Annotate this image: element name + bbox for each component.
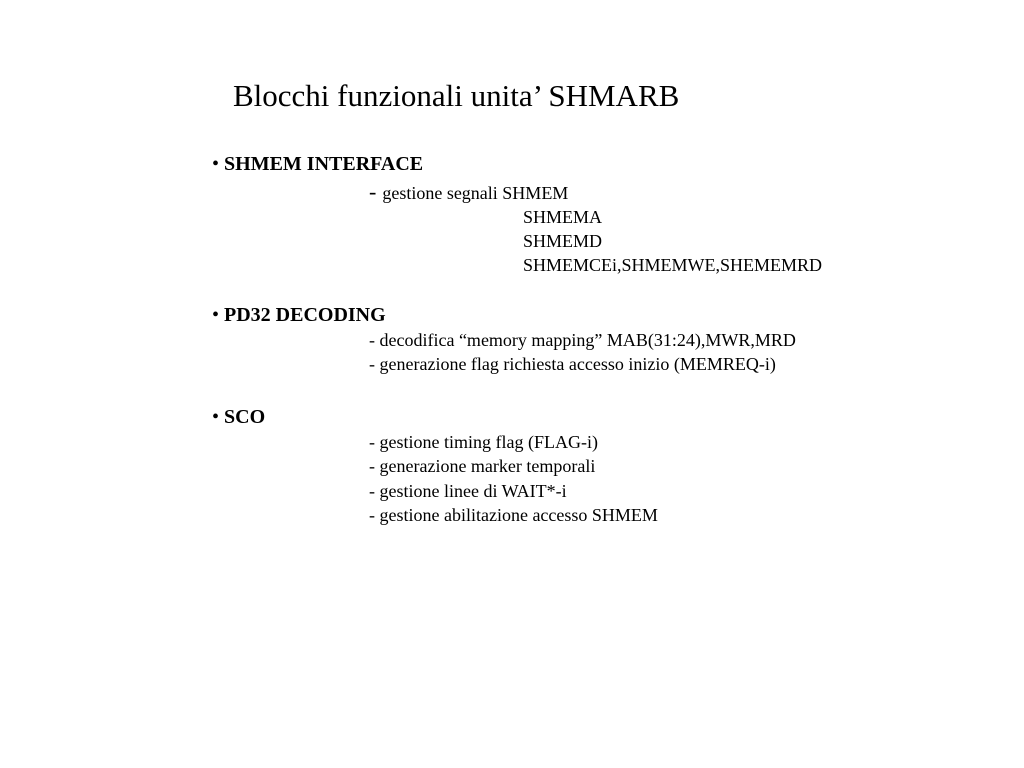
bullet-dot: •: [212, 406, 220, 428]
section-item: - decodifica “memory mapping” MAB(31:24),MWR,MRD: [369, 330, 796, 350]
section-item: [369, 180, 568, 205]
section-subitem: SHMEMA: [523, 207, 603, 227]
section-item: - gestione timing flag (FLAG-i): [369, 432, 598, 452]
slide-title: Blocchi funzionali unita’ SHMARB: [233, 78, 680, 113]
section-item: - gestione linee di WAIT*-i: [369, 481, 567, 501]
bullet-pd32-decoding: [212, 303, 386, 327]
section-heading: SHMEM INTERFACE: [224, 153, 424, 175]
section-heading: SCO: [224, 406, 266, 428]
bullet-dot: •: [212, 304, 220, 326]
item-text: gestione segnali SHMEM: [382, 183, 569, 203]
item-dash: -: [369, 179, 377, 204]
bullet-shmem-interface: [212, 152, 423, 176]
section-item: - gestione abilitazione accesso SHMEM: [369, 505, 658, 525]
section-subitem: SHMEMCEi,SHMEMWE,SHEMEMRD: [523, 255, 823, 275]
section-item: - generazione marker temporali: [369, 456, 596, 476]
bullet-dot: •: [212, 153, 220, 175]
section-item: - generazione flag richiesta accesso inizio (MEMREQ-i): [369, 354, 776, 374]
section-heading: PD32 DECODING: [224, 304, 386, 326]
bullet-sco: [212, 405, 265, 429]
section-subitem: SHMEMD: [523, 231, 603, 251]
